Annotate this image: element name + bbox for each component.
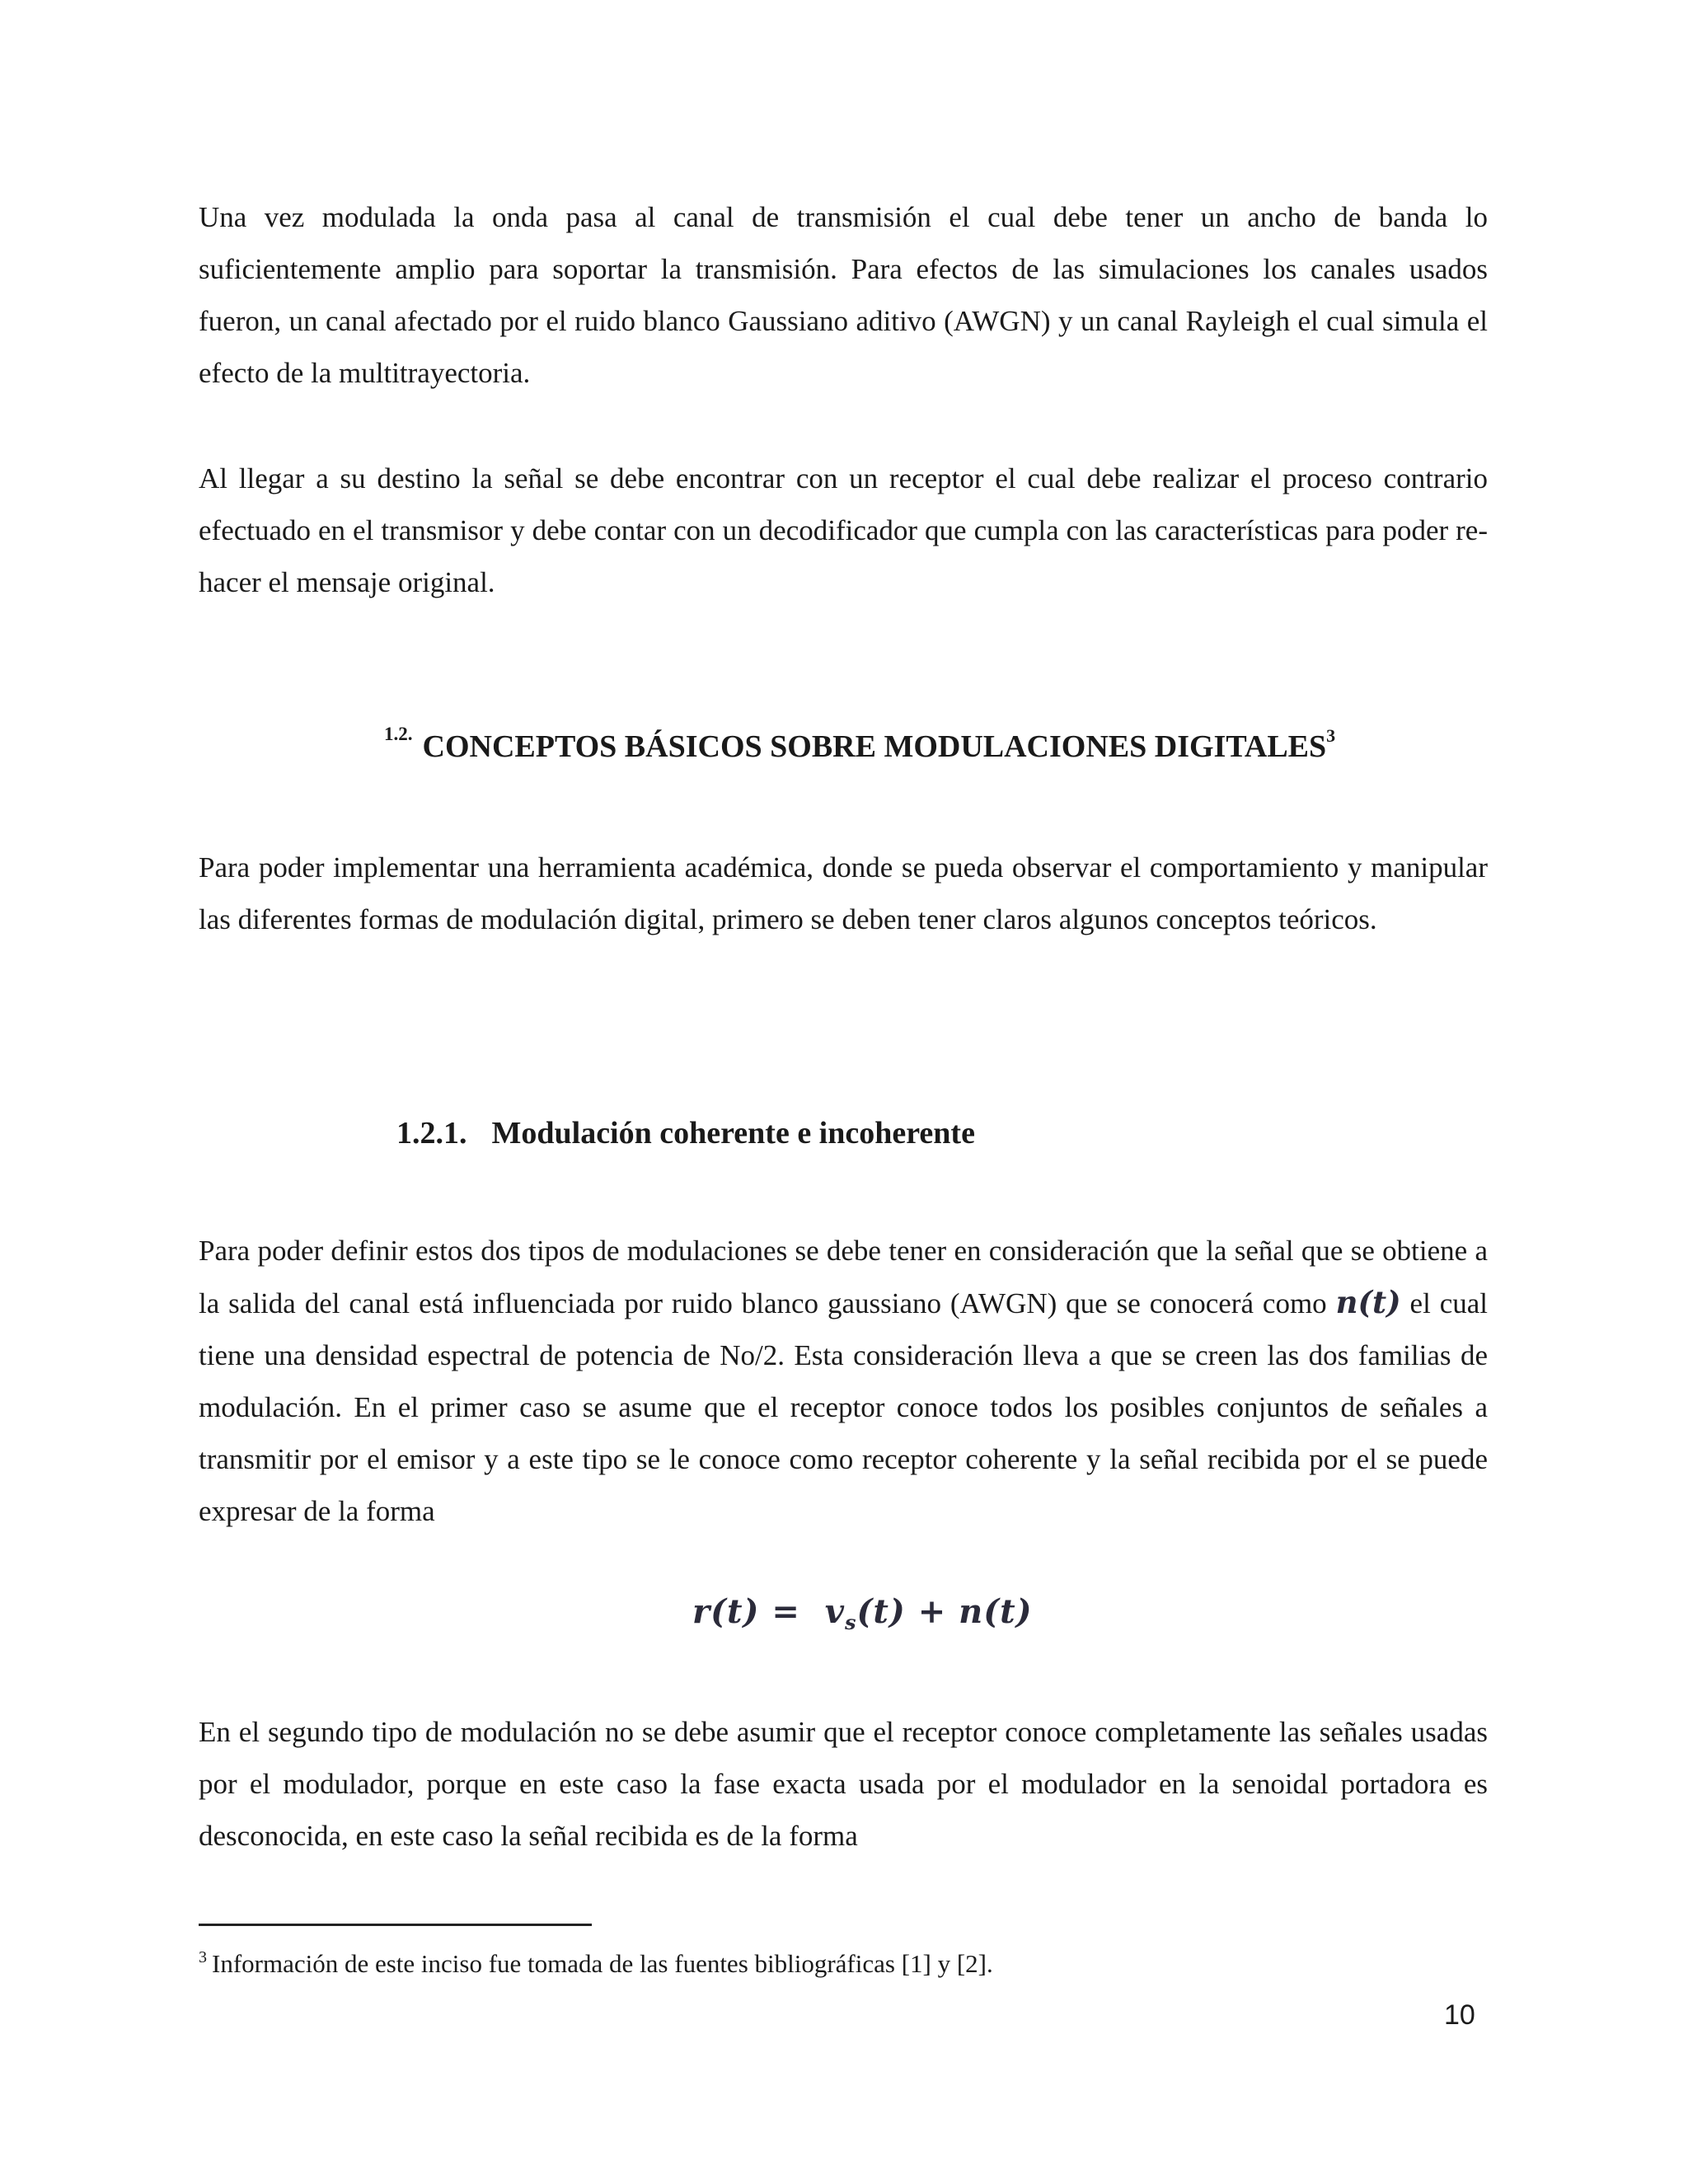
footnote xyxy=(199,1941,993,1980)
paragraph-text-part-2: el cual tiene una densidad espectral de potencia de No/2. Esta consideración lleva a que se creen las dos familias de modulación. En el primer caso se asume que el receptor conoce todos los posibles conjuntos de señales a transmitir por el emisor y a este tipo se le conoce como receptor coherente y la señal recibida por el se puede expresar de la forma xyxy=(199,1287,1488,1527)
body-paragraph-academic-tool: Para poder implementar una herramienta académica, donde se pueda observar el comportamiento y manipular las diferentes formas de modulación digital, primero se deben tener claros algunos conceptos teóricos. xyxy=(199,851,1488,935)
body-paragraph-transmission-channel: Una vez modulada la onda pasa al canal de transmisión el cual debe tener un ancho de banda lo suficientemente amplio para soportar la transmisión. Para efectos de las simulaciones los canales usados fueron, un canal afectado por el ruido blanco Gaussiano aditivo (AWGN) y un canal Rayleigh el cual simula el efecto de la multitrayectoria. xyxy=(199,201,1488,389)
equation-received-signal xyxy=(692,1592,1033,1634)
body-paragraph-incoherent-modulation: En el segundo tipo de modulación no se debe asumir que el receptor conoce completamente las señales usadas por el modulador, porque en este caso la fase exacta usada por el modulador en la senoidal portadora es desconocida, en este caso la señal recibida es de la forma xyxy=(199,1716,1488,1852)
subsection-title: Modulación coherente e incoherente xyxy=(491,1116,975,1151)
subsection-heading-1-2-1 xyxy=(396,1115,975,1151)
equation-lhs: r(t) = xyxy=(692,1592,800,1631)
body-paragraph-coherent-modulation xyxy=(199,1225,1488,1537)
footnote-separator xyxy=(199,1924,592,1926)
body-paragraph-receiver: Al llegar a su destino la señal se debe encontrar con un receptor el cual debe realizar el proceso contrario efectuado en el transmisor y debe contar con un decodificador que cumpla con las características para poder re-hacer el mensaje original. xyxy=(199,462,1488,598)
equation-v: v xyxy=(824,1592,845,1631)
page-number: 10 xyxy=(1444,1999,1475,2031)
equation-v-subscript: s xyxy=(844,1610,857,1634)
paragraph-text-part-1: Para poder definir estos dos tipos de modulaciones se debe tener en consideración que la señal que se obtiene a la salida del canal está influenciada por ruido blanco gaussiano (AWGN) que se conocerá como xyxy=(199,1235,1488,1319)
subsection-number: 1.2.1. xyxy=(396,1116,467,1151)
section-heading-1-2 xyxy=(384,724,1335,765)
footnote-text: Información de este inciso fue tomada de las fuentes bibliográficas [1] y [2]. xyxy=(212,1949,993,1978)
section-number: 1.2. xyxy=(384,724,413,744)
inline-math-noise: n(t) xyxy=(1335,1284,1401,1320)
section-title: CONCEPTOS BÁSICOS SOBRE MODULACIONES DIGITALES xyxy=(422,729,1327,764)
footnote-mark: 3 xyxy=(199,1948,207,1966)
footnote-reference[interactable]: 3 xyxy=(1326,725,1336,746)
equation-rhs: (t) + n(t) xyxy=(856,1592,1033,1631)
